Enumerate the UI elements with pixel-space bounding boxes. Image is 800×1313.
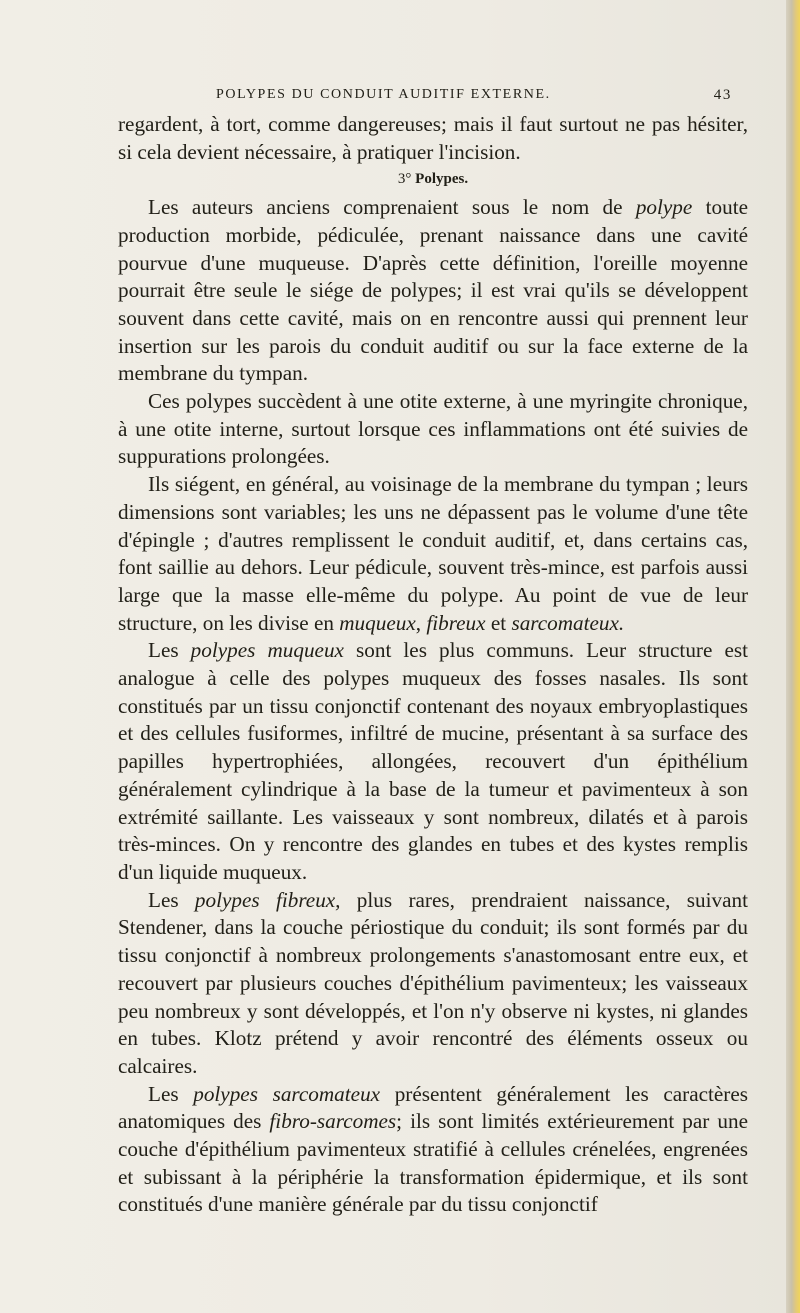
running-title: POLYPES DU CONDUIT AUDITIF EXTERNE.	[216, 87, 551, 102]
text-run: toute production morbide, pédiculée, prenant naissance dans une cavité pourvue d'une muqueuse. D'après cette définition, l'oreille moyenne pourrait être seule le siége de polypes; il est vrai qu'ils se développent souvent dans cette cavité, mais on en rencontre aussi qui prennent leur insertion sur les parois du conduit auditif ou sur la face externe de la membrane du tympan.	[118, 195, 748, 386]
italic-term: polype	[635, 195, 693, 220]
italic-term: fibro-sarcomes	[269, 1109, 397, 1134]
italic-term: polypes fibreux,	[194, 887, 341, 912]
paragraph-fibrous-polyps	[118, 887, 748, 1081]
page-edge	[786, 0, 800, 1313]
text-run: plus rares, prendraient naissance, suivant Stendener, dans la couche périostique du conduit; ils sont formés par du tissu conjonctif à nombreux prolongements s'anastomosant entre eux, et recouvert par plusieurs couches d'épithélium pavimenteux; les vaisseaux peu nombreux y sont développés, et l'on n'y observe ni kystes, ni glandes en tubes. Klotz prétend y avoir rencontré des éléments osseux ou calcaires.	[118, 887, 749, 1078]
section-heading	[118, 166, 748, 194]
text-run: présentent généralement les caractères anatomiques des	[118, 1081, 749, 1134]
italic-term: polypes sarcomateux	[193, 1081, 381, 1106]
text-run: ,	[415, 610, 427, 635]
text-run: Les	[148, 887, 195, 912]
text-run: Les	[148, 638, 191, 663]
paragraph-causes: Ces polypes succèdent à une otite externe, à une myringite chronique, à une otite interne, surtout lorsque ces inflammations ont été suivies de suppurations prolongées.	[118, 389, 748, 469]
paragraph-location	[118, 471, 748, 637]
paragraph-mucous-polyps	[118, 637, 748, 886]
text-run: sont les plus communs. Leur structure est analogue à celle des polypes muqueux des fosses nasales. Ils sont constitués par un tissu conjonctif contenant des noyaux embryoplastiques et des cellules fusiformes, infiltré de mucine, présentant à sa surface des papilles hypertrophiées, allongées, recouvert d'un épithélium généralement cylindrique à la base de la tumeur et pavimenteux à son extrémité saillante. Les vaisseaux y sont nombreux, dilatés et à parois très-minces. On y rencontre des glandes en tubes et des kystes remplis d'un liquide muqueux.	[118, 638, 748, 884]
text-run: Les auteurs anciens comprenaient sous le nom de	[148, 195, 636, 220]
italic-term: polypes muqueux	[190, 638, 344, 663]
body-text	[118, 111, 748, 1219]
italic-term: muqueux	[339, 610, 416, 635]
section-title: Polypes.	[415, 171, 469, 188]
page-number: 43	[713, 87, 732, 103]
paragraph-continuation: regardent, à tort, comme dangereuses; mais il faut surtout ne pas hésiter, si cela devient nécessaire, à pratiquer l'incision.	[118, 112, 748, 164]
italic-term: fibreux	[426, 610, 486, 635]
text-run: Ils siégent, en général, au voisinage de la membrane du tympan ; leurs dimensions sont variables; les uns ne dépassent pas le volume d'une tête d'épingle ; d'autres remplissent le conduit auditif, et, dans certains cas, font saillie au dehors. Leur pédicule, souvent très-mince, est parfois aussi large que la masse elle-même du polype. Au point de vue de leur structure, on les divise en	[118, 472, 748, 635]
text-run: et	[485, 610, 512, 635]
paragraph-sarcomatous-polyps	[118, 1081, 748, 1220]
italic-term: sarcomateux.	[511, 610, 625, 635]
text-run: Les	[148, 1081, 194, 1106]
running-header	[118, 87, 778, 113]
section-number: 3°	[397, 171, 412, 188]
paragraph-definition	[118, 194, 748, 388]
text-run: ; ils sont limités extérieurement par une couche d'épithélium pavimenteux stratifié à cellules crénelées, engrenées et subissant à la périphérie la transformation épidermique, et ils sont constitués d'une manière générale par du tissu conjonctif	[118, 1109, 748, 1217]
